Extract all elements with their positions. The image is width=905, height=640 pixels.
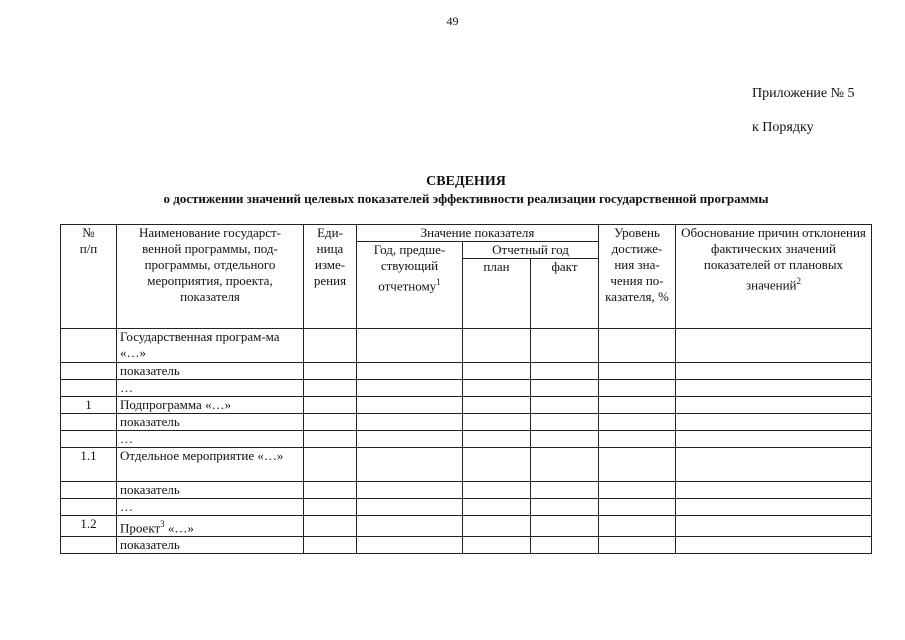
- row-num: [61, 329, 117, 363]
- row-name: Государственная програм-ма «…»: [117, 329, 304, 363]
- row-num: 1: [61, 397, 117, 414]
- table-row: [61, 329, 872, 363]
- row-name: …: [117, 431, 304, 448]
- row-num: [61, 380, 117, 397]
- table-row: [61, 363, 872, 380]
- row-name: показатель: [117, 482, 304, 499]
- header-prev-year: Год, предше-ствующий отчетному$^1$: [357, 242, 463, 329]
- table-row: [61, 380, 872, 397]
- row-num: 1.1: [61, 448, 117, 482]
- table-row: [61, 448, 872, 482]
- header-fact: факт: [531, 259, 599, 329]
- row-name: показатель: [117, 414, 304, 431]
- header-report-year: Отчетный год: [463, 242, 599, 259]
- row-name: …: [117, 380, 304, 397]
- appendix-number: Приложение № 5: [752, 86, 855, 101]
- header-value-group: Значение показателя: [357, 225, 599, 242]
- row-name: …: [117, 499, 304, 516]
- row-name: Проект$^3$ «…»: [117, 516, 304, 537]
- header-level: Уровень достиже-ния зна-чения по-казателя, %: [599, 225, 676, 329]
- table-row: [61, 537, 872, 554]
- header-plan: план: [463, 259, 531, 329]
- table-row: [61, 516, 872, 537]
- row-num: [61, 431, 117, 448]
- row-num: [61, 537, 117, 554]
- table-row: [61, 414, 872, 431]
- row-num: [61, 482, 117, 499]
- row-name: Отдельное мероприятие «…»: [117, 448, 304, 482]
- table-row: [61, 431, 872, 448]
- table-row: [61, 482, 872, 499]
- row-num: [61, 363, 117, 380]
- document-title: СВЕДЕНИЯ: [426, 174, 506, 189]
- document-subtitle: о достижении значений целевых показателей эффективности реализации государственной программы: [163, 191, 769, 206]
- row-num: [61, 414, 117, 431]
- header-unit: Еди-ница изме-рения: [304, 225, 357, 329]
- header-justification: Обоснование причин отклонения фактических значений показателей от плановых значений$^2$: [676, 225, 872, 329]
- row-name: Подпрограмма «…»: [117, 397, 304, 414]
- header-num: № п/п: [61, 225, 117, 329]
- indicators-table: [60, 224, 872, 554]
- row-name: показатель: [117, 363, 304, 380]
- page-number: 49: [446, 14, 459, 28]
- table-row: [61, 397, 872, 414]
- table-row: [61, 499, 872, 516]
- header-name: Наименование государст-венной программы, под-программы, отдельного мероприятия, проекта, показателя: [117, 225, 304, 329]
- row-num: [61, 499, 117, 516]
- row-num: 1.2: [61, 516, 117, 537]
- appendix-reference: к Порядку: [752, 120, 814, 135]
- row-name: показатель: [117, 537, 304, 554]
